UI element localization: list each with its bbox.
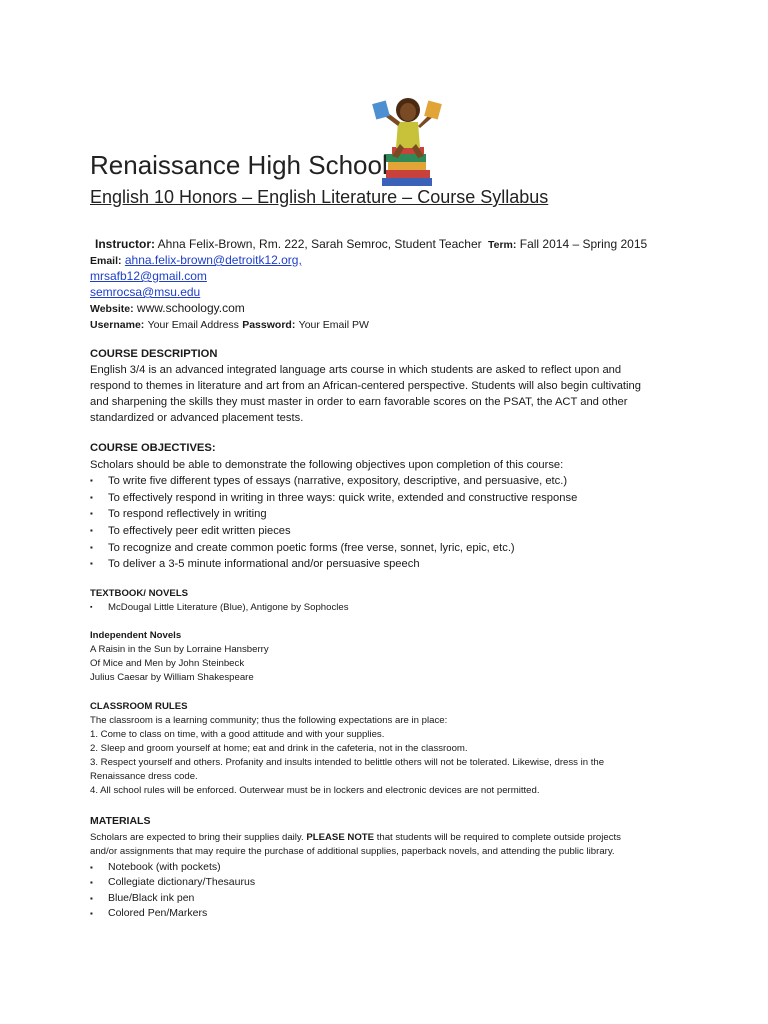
- list-item: [90, 891, 710, 907]
- course-description-line: respond to themes in literature and art from an African-centered perspective. Students will also begin cultivating: [90, 380, 641, 392]
- email-line-3: [90, 285, 200, 299]
- classroom-rules-intro: The classroom is a learning community; thus the following expectations are in place:: [90, 715, 448, 726]
- novel-item: Julius Caesar by William Shakespeare: [90, 672, 254, 683]
- email-link-2[interactable]: mrsafb12@gmail.com: [90, 269, 207, 283]
- bullet-icon: ▪: [90, 559, 93, 569]
- independent-novels-heading: Independent Novels: [90, 630, 182, 641]
- course-description-heading: COURSE DESCRIPTION: [90, 348, 218, 360]
- term-line: [488, 237, 647, 251]
- list-item: [90, 506, 690, 523]
- course-description-line: standardized or advanced placement tests.: [90, 412, 304, 424]
- objective-text: To effectively peer edit written pieces: [108, 524, 291, 537]
- objectives-list: [90, 473, 690, 573]
- materials-intro-a: Scholars are expected to bring their supplies daily.: [90, 831, 304, 843]
- material-text: Colored Pen/Markers: [108, 907, 208, 919]
- material-text: Notebook (with pockets): [108, 860, 221, 873]
- course-objectives-intro: Scholars should be able to demonstrate the following objectives upon completion of this course:: [90, 458, 564, 471]
- objective-text: To deliver a 3-5 minute informational and/or persuasive speech: [108, 558, 420, 571]
- website-value: www.schoology.com: [136, 301, 245, 315]
- list-item: [90, 875, 710, 891]
- rule-line: 2. Sleep and groom yourself at home; eat and drink in the cafeteria, not in the classroom.: [90, 743, 468, 754]
- list-item: [90, 906, 710, 922]
- username-value: Your Email Address: [147, 319, 239, 331]
- username-label: Username:: [90, 319, 145, 331]
- bullet-icon: ▪: [90, 509, 93, 519]
- independent-novels-section: [90, 629, 690, 685]
- objective-text: To respond reflectively in writing: [108, 508, 267, 521]
- materials-list: [90, 860, 710, 922]
- bullet-icon: ▪: [90, 476, 93, 486]
- website-line: [90, 301, 245, 315]
- list-item: [90, 556, 690, 573]
- please-note: PLEASE NOTE: [306, 831, 375, 843]
- novel-item: A Raisin in the Sun by Lorraine Hansberry: [90, 644, 269, 655]
- course-objectives-heading: COURSE OBJECTIVES:: [90, 442, 216, 454]
- instructor-line: [95, 237, 482, 251]
- list-item: [90, 473, 690, 490]
- bullet-icon: ▪: [90, 893, 93, 903]
- list-item: [90, 540, 690, 557]
- bullet-icon: ▪: [90, 862, 93, 872]
- email-link-1[interactable]: ahna.felix-brown@detroitk12.org,: [124, 253, 302, 267]
- material-text: Collegiate dictionary/Thesaurus: [108, 876, 256, 888]
- textbook-heading: TEXTBOOK/ NOVELS: [90, 588, 189, 599]
- bullet-icon: ▪: [90, 909, 93, 918]
- course-title: [90, 187, 548, 208]
- instructor-value: Ahna Felix-Brown, Rm. 222, Sarah Semroc, Student Teacher: [157, 237, 482, 251]
- bullet-icon: ▪: [90, 604, 93, 611]
- rule-line: Renaissance dress code.: [90, 771, 198, 782]
- course-description-section: [90, 346, 690, 426]
- material-text: Blue/Black ink pen: [108, 891, 195, 904]
- course-description-line: and sharpening the skills they must master in order to earn favorable scores on the PSAT, the ACT and other: [90, 396, 628, 408]
- credentials-line: [90, 317, 369, 331]
- bullet-icon: ▪: [90, 492, 93, 502]
- bullet-icon: ▪: [90, 542, 93, 552]
- course-description-line: English 3/4 is an advanced integrated language arts course in which students are asked to reflect upon and: [90, 364, 622, 376]
- textbook-item: McDougal Little Literature (Blue), Antigone by Sophocles: [108, 602, 349, 613]
- materials-section: [90, 814, 710, 922]
- materials-intro-b: that students will be required to complete outside projects: [376, 831, 621, 843]
- rule-line: 4. All school rules will be enforced. Outerwear must be in lockers and electronic devices are not permitted.: [90, 785, 540, 796]
- classroom-rules-heading: CLASSROOM RULES: [90, 701, 188, 712]
- school-name: Renaissance High School: [90, 150, 388, 180]
- rule-line: 3. Respect yourself and others. Profanity and insults intended to belittle others will not be tolerated. Likewise, dress in the: [90, 757, 605, 768]
- list-item: [90, 601, 690, 615]
- bullet-icon: ▪: [90, 878, 93, 887]
- email-link-3[interactable]: semrocsa@msu.edu: [90, 285, 201, 299]
- course-title-text: English 10 Honors – English Literature – Course Syllabus: [90, 187, 549, 207]
- term-label: Term:: [488, 239, 517, 251]
- objective-text: To effectively respond in writing in three ways: quick write, extended and constructive response: [108, 491, 578, 504]
- term-value: Fall 2014 – Spring 2015: [519, 237, 648, 251]
- novel-item: Of Mice and Men by John Steinbeck: [90, 658, 245, 669]
- website-label: Website:: [90, 303, 134, 315]
- classroom-rules-section: [90, 700, 710, 798]
- email-line-2: [90, 269, 207, 283]
- password-value: Your Email PW: [298, 319, 369, 331]
- list-item: [90, 490, 690, 507]
- list-item: [90, 523, 690, 540]
- course-objectives-section: [90, 440, 690, 573]
- materials-intro-line2: and/or assignments that may require the purchase of additional supplies, paperback novels, and attending the public library.: [90, 846, 615, 857]
- list-item: [90, 860, 710, 876]
- instructor-label: Instructor:: [95, 237, 155, 251]
- email-line: [90, 253, 302, 267]
- objective-text: To write five different types of essays (narrative, expository, descriptive, and persuasive, etc.): [108, 475, 568, 488]
- textbook-section: [90, 587, 690, 615]
- rule-line: 1. Come to class on time, with a good attitude and with your supplies.: [90, 729, 385, 740]
- materials-heading: MATERIALS: [90, 815, 151, 827]
- objective-text: To recognize and create common poetic forms (free verse, sonnet, lyric, epic, etc.): [108, 541, 515, 554]
- materials-intro: [90, 831, 710, 846]
- email-label: Email:: [90, 255, 122, 267]
- password-label: Password:: [242, 319, 296, 331]
- bullet-icon: ▪: [90, 525, 93, 535]
